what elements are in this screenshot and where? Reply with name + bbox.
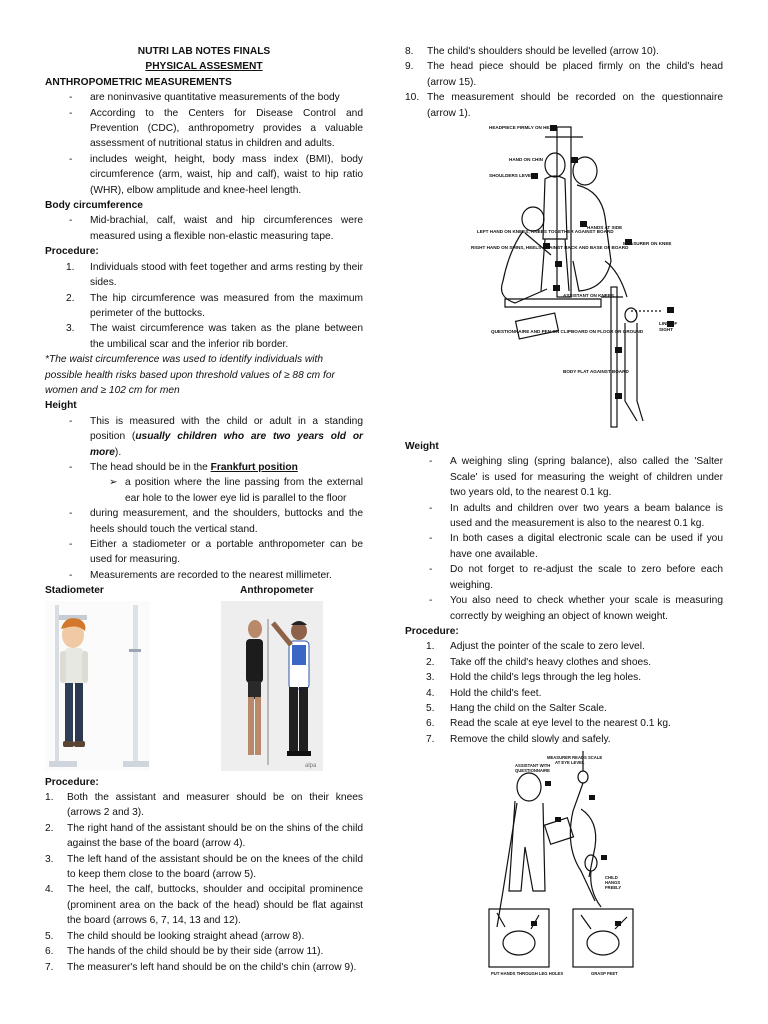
photo-row — [45, 601, 363, 771]
list-item: - The head should be in the Frankfurt position — [69, 461, 298, 473]
stadiometer-photo — [45, 601, 150, 771]
list-item: 3. Hold the child's legs through the leg holes. — [426, 672, 642, 684]
weight-heading: Weight — [405, 441, 439, 453]
body-circumference-heading: Body circumference — [45, 200, 143, 212]
label-questionnaire: QUESTIONNAIRE AND PEN ON CLIPBOARD ON FLOOR OR GROUND — [491, 329, 644, 335]
list-item: - In both cases a digital electronic scale can be used if you have one available. — [429, 533, 723, 560]
label-assistant: ASSISTANT WITH — [515, 763, 551, 769]
list-item: 2. The right hand of the assistant should be on the shins of the child against the base of the board (arrow 4). — [45, 822, 363, 850]
list-item: - includes weight, height, body mass index (BMI), body circumference (arm, waist, hip and calf), waist to hip ratio (WHR), elbow amplitude and knee-heel length. — [69, 153, 363, 196]
label-hands-side: HANDS AT SIDE — [587, 225, 623, 231]
procedure-label: Procedure: — [405, 625, 459, 637]
list-item: - In adults and children over two years a beam balance is used and the measurement is also to the nearest 0.1 kg. — [429, 502, 723, 530]
list-item: - Measurements are recorded to the nearest millimeter. — [69, 569, 332, 581]
label-shins: RIGHT HAND ON SHINS, HEELS AGAINST BACK AND BASE OF BOARD — [471, 245, 629, 251]
list-item: - Mid-brachial, calf, waist and hip circumferences were measured using a flexible non-elastic measuring tape. — [69, 215, 363, 242]
label-headpiece: HEADPIECE FIRMLY ON HEAD — [489, 125, 557, 131]
list-item: 1. Adjust the pointer of the scale to zero level. — [426, 641, 645, 653]
sub-list-item: ➢ a position where the line passing from the external ear hole to the lower eye lid is parallel to the floor — [109, 477, 363, 504]
label-child-2: HANGS — [605, 880, 621, 886]
list-item: - This is measured with the child or adult in a standing position (usually children who are two years old or more). — [69, 415, 364, 458]
list-item: 3. The waist circumference was taken as the plane between the umbilical scar and the inferior rib border. — [66, 323, 363, 350]
stadiometer-label: Stadiometer — [45, 585, 104, 597]
label-leg-holes: PUT HANDS THROUGH LEG HOLES — [491, 971, 564, 977]
frankfurt-position: Frankfurt position — [210, 461, 298, 473]
height-heading: Height — [45, 400, 77, 412]
label-child: CHILD — [605, 875, 618, 881]
label-sight-2: SIGHT — [659, 327, 674, 333]
section-heading: ANTHROPOMETRIC MEASUREMENTS — [45, 76, 232, 88]
doc-subtitle: PHYSICAL ASSESMENT — [145, 61, 263, 73]
list-item: 10. The measurement should be recorded on the questionnaire (arrow 1). — [405, 92, 723, 119]
procedure-label: Procedure: — [45, 246, 99, 258]
list-item: - A weighing sling (spring balance), also called the 'Salter Scale' is used for measuring the weight of children under two years old, to the nearest 0.1 kg. — [429, 456, 723, 499]
list-item: 5. Hang the child on the Salter Scale. — [426, 702, 607, 714]
list-item: 6. The hands of the child should be by their side (arrow 11). — [45, 946, 324, 958]
left-column — [45, 44, 363, 975]
list-item: - during measurement, and the shoulders, buttocks and the heels should touch the vertical stand. — [69, 508, 363, 535]
list-item: 6. Read the scale at eye level to the nearest 0.1 kg. — [426, 718, 671, 730]
list-item: 8. The child's shoulders should be levelled (arrow 10). — [405, 46, 659, 57]
list-item: - You also need to check whether your scale is measuring correctly by weighing an object of known weight. — [429, 595, 723, 622]
label-child-3: FREELY — [605, 885, 622, 891]
list-item: 9. The head piece should be placed firmly on the child's head (arrow 15). — [405, 61, 723, 88]
label-sight: LINE OF — [659, 321, 678, 327]
list-item: 7. Remove the child slowly and safely. — [426, 733, 611, 745]
list-item: 1. Both the assistant and measurer should be on their knees (arrows 2 and 3). — [45, 792, 363, 819]
list-item: 4. Hold the child's feet. — [426, 687, 542, 699]
label-measurer: MEASURER ON KNEE — [623, 241, 672, 247]
list-item: 5. The child should be looking straight ahead (arrow 8). — [45, 930, 305, 942]
list-item: 3. The left hand of the assistant should be on the knees of the child to keep them close to the board (arrow 5). — [45, 853, 363, 881]
list-item: 7. The measurer's left hand should be on the child's chin (arrow 9). — [45, 961, 357, 973]
height-measurement-figure — [405, 121, 723, 439]
list-item: - are noninvasive quantitative measurements of the body — [69, 92, 340, 104]
photo-credit: alpa — [305, 762, 317, 769]
anthropometer-label: Anthropometer — [240, 585, 314, 597]
doc-title: NUTRI LAB NOTES FINALS — [137, 46, 271, 57]
label-assistant: ASSISTANT ON KNEES — [563, 293, 614, 299]
right-column — [405, 44, 723, 989]
label-eye-level: MEASURER READS SCALE — [547, 755, 603, 761]
list-item: 4. The heel, the calf, buttocks, shoulder and occipital prominence (prominent area on the back of the head) should be flat against the board (arrows 6, 7, 14, 13 and 12). — [45, 884, 363, 927]
list-item: - Either a stadiometer or a portable anthropometer can be used for measuring. — [69, 539, 363, 566]
label-eye-level-2: AT EYE LEVEL — [555, 760, 585, 766]
list-item: - Do not forget to re-adjust the scale to zero before each weighing. — [429, 564, 723, 591]
list-item: 2. The hip circumference was measured from the maximum perimeter of the buttocks. — [66, 292, 363, 319]
label-knees: LEFT HAND ON KNEES; KNEES TOGETHER AGAINST BOARD — [477, 229, 614, 235]
anthropometer-photo — [221, 601, 323, 771]
weight-measurement-figure — [405, 751, 723, 989]
label-body-flat: BODY FLAT AGAINST BOARD — [563, 369, 629, 375]
list-item: 2. Take off the child's heavy clothes and shoes. — [426, 656, 652, 668]
procedure-label: Procedure: — [45, 776, 99, 788]
label-assistant-2: QUESTIONNAIRE — [515, 768, 550, 774]
waist-note: *The waist circumference was used to identify individuals with possible health risks based upon threshold values of ≥ 88 cm for women and ≥ 102 cm for men — [45, 354, 335, 396]
list-item: - According to the Centers for Disease Control and Prevention (CDC), anthropometry provides a valuable assessment of nutritional status in children and adults. — [69, 107, 363, 150]
list-item: 1. Individuals stood with feet together and arms resting by their sides. — [66, 261, 363, 289]
label-shoulders: SHOULDERS LEVEL — [489, 173, 534, 179]
photo-captions — [45, 583, 363, 598]
label-grasp-feet: GRASP FEET — [591, 971, 618, 977]
label-chin: HAND ON CHIN — [509, 157, 543, 163]
